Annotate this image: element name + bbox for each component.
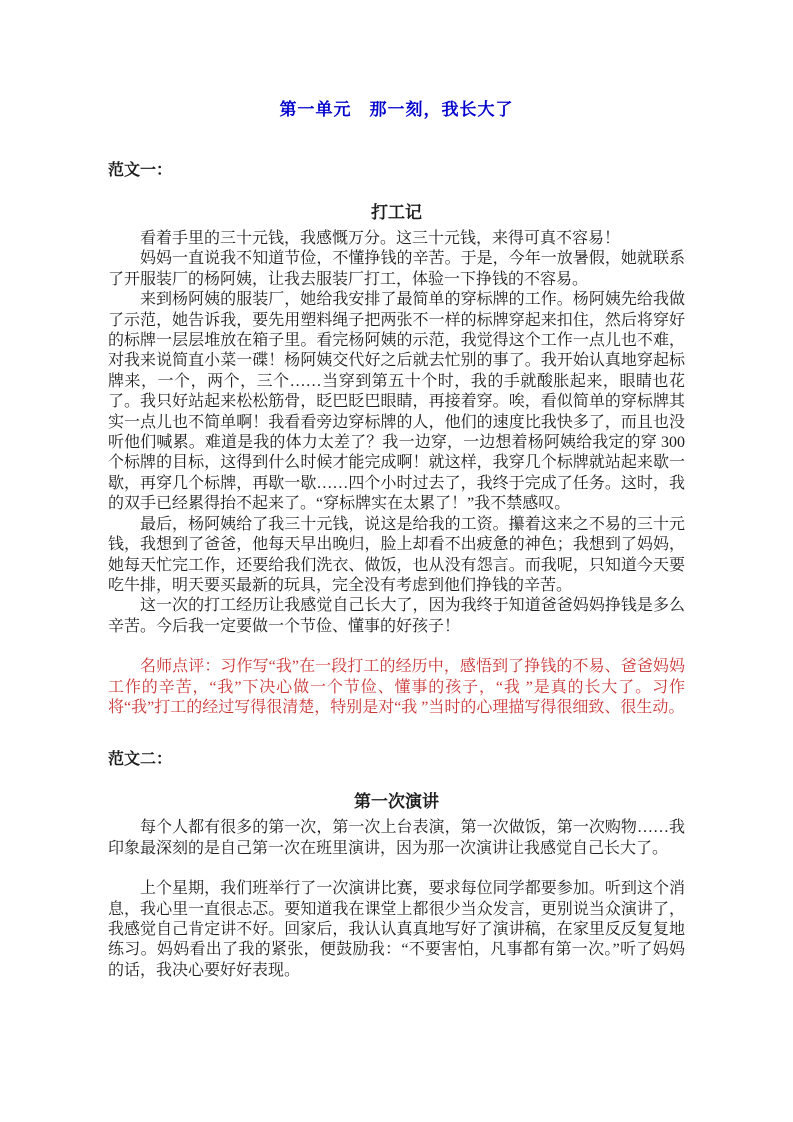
essay-paragraph: 看着手里的三十元钱，我感慨万分。这三十元钱，来得可真不容易！ — [140, 230, 621, 247]
teacher-comment: 名师点评：习作写“我”在一段打工的经历中，感悟到了挣钱的不易、爸爸妈妈工作的辛苦，“我”下决心做一个节俭、懂事的孩子，“我 ”是真的长大了。习作将“我”打工的经过写得很清楚，特别是对“我 ”当时的心理描写得很细致、很生动。 — [108, 658, 685, 716]
essay1-label: 范文一： — [108, 162, 173, 179]
essay-paragraph: 每个人都有很多的第一次，第一次上台表演，第一次做饭，第一次购物……我印象最深刻的是自己第一次在班里演讲，因为那一次演讲让我感觉自己长大了。 — [108, 819, 685, 857]
essay-paragraph: 来到杨阿姨的服装厂，她给我安排了最简单的穿标牌的工作。杨阿姨先给我做了示范，她告诉我，要先用塑料绳子把两张不一样的标牌穿起来扣住，然后将穿好的标牌一层层堆放在箱子里。看完杨阿姨的示范，我觉得这个工作一点儿也不难，对我来说简直小菜一碟！杨阿姨交代好之后就去忙别的事了。我开始认真地穿起标牌来，一个，两个，三个……当穿到第五十个时，我的手就酸胀起来，眼睛也花了。我只好站起来松松筋骨，眨巴眨巴眼睛，再接着穿。唉，看似简单的穿标牌其实一点儿也不简单啊！我看看旁边穿标牌的人，他们的速度比我快多了，而且也没听他们喊累。难道是我的体力太差了？我一边穿，一边想着杨阿姨给我定的穿 300 个标牌的目标，这得到什么时候才能完成啊！就这样，我穿几个标牌就站起来歇一歇，再穿几个标牌，再歇一歇……四个小时过去了，我终于完成了任务。这时，我的双手已经累得抬不起来了。“穿标牌实在太累了！”我不禁感叹。 — [108, 291, 685, 513]
essay-paragraph: 这一次的打工经历让我感觉自己长大了，因为我终于知道爸爸妈妈挣钱是多么辛苦。今后我一定要做一个节俭、懂事的好孩子！ — [108, 597, 685, 635]
essay2-label: 范文二： — [108, 751, 173, 769]
essay-paragraph: 妈妈一直说我不知道节俭，不懂挣钱的辛苦。于是，今年一放暑假，她就联系了开服装厂的杨阿姨，让我去服装厂打工，体验一下挣钱的不容易。 — [108, 250, 685, 288]
essay1-title: 打工记 — [371, 203, 422, 222]
essay2-title: 第一次演讲 — [354, 792, 439, 812]
essay-paragraph: 上个星期，我们班举行了一次演讲比赛，要求每位同学都要参加。听到这个消息，我心里一直很忐忑。要知道我在课堂上都很少当众发言，更别说当众演讲了，我感觉自己肯定讲不好。回家后，我认认真真地写好了演讲稿，在家里反反复复地练习。妈妈看出了我的紧张，便鼓励我：“不要害怕，凡事都有第一次。”听了妈妈的话，我决心要好好表现。 — [108, 880, 685, 979]
essay1-body — [108, 229, 685, 637]
essay-paragraph: 最后，杨阿姨给了我三十元钱，说这是给我的工资。攥着这来之不易的三十元钱，我想到了爸爸，他每天早出晚归，脸上却看不出疲惫的神色；我想到了妈妈，她每天忙完工作，还要给我们洗衣、做饭，也从没有怨言。而我呢，只知道今天要吃牛排，明天要买最新的玩具，完全没有考虑到他们挣钱的辛苦。 — [108, 515, 685, 594]
essay2-body — [108, 818, 685, 981]
unit-title: 第一单元 那一刻，我长大了 — [279, 100, 514, 119]
essay2-section — [108, 750, 685, 981]
essay1-section — [108, 161, 685, 718]
